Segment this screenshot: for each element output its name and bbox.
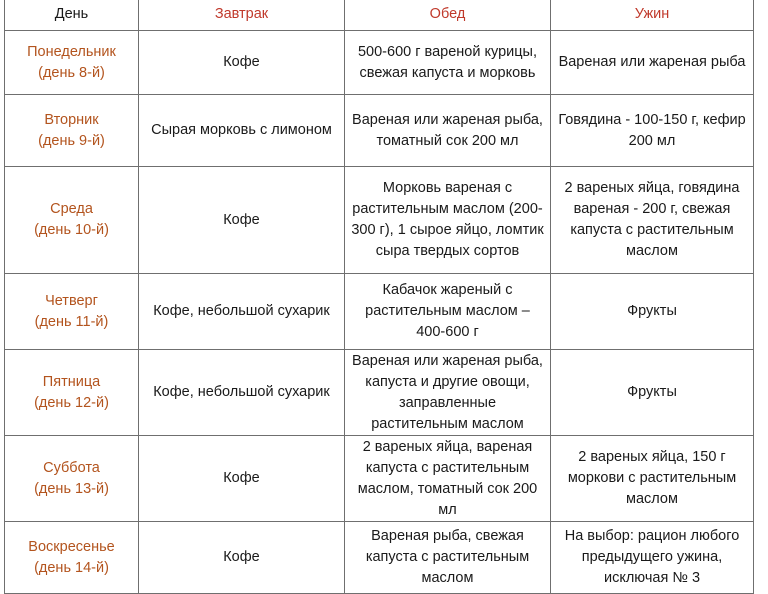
dinner-cell: 2 вареных яйца, говядина вареная - 200 г, свежая капуста с растительным маслом [551, 167, 754, 274]
day-cell [5, 522, 139, 594]
day-cell [5, 31, 139, 95]
lunch-cell: Вареная или жареная рыба, томатный сок 200 мл [345, 95, 551, 167]
dinner-cell: Фрукты [551, 274, 754, 350]
diet-table [4, 0, 754, 594]
day-number: (день 14-й) [34, 559, 109, 576]
header-row [5, 0, 754, 31]
dinner-cell: Говядина - 100-150 г, кефир 200 мл [551, 95, 754, 167]
day-name: Вторник [44, 111, 99, 128]
lunch-cell: Вареная или жареная рыба, капуста и другие овощи, заправленные растительным маслом [345, 350, 551, 436]
day-number: (день 12-й) [34, 394, 109, 411]
day-cell [5, 436, 139, 522]
day-name: Пятница [42, 373, 101, 390]
day-cell [5, 274, 139, 350]
day-cell [5, 95, 139, 167]
lunch-cell: 500-600 г вареной курицы, свежая капуста и морковь [345, 31, 551, 95]
day-name: Среда [50, 201, 93, 217]
day-number: (день 9-й) [38, 132, 105, 149]
dinner-cell: Вареная или жареная рыба [551, 31, 754, 95]
breakfast-cell: Кофе [139, 167, 345, 274]
breakfast-cell: Кофе, небольшой сухарик [139, 274, 345, 350]
day-cell [5, 167, 139, 274]
header-dinner: Ужин [551, 0, 754, 31]
table-row [5, 436, 754, 522]
lunch-cell: Морковь вареная с растительным маслом (200-300 г), 1 сырое яйцо, ломтик сыра твердых сортов [345, 167, 551, 274]
day-name: Понедельник [27, 43, 116, 60]
table-row [5, 31, 754, 95]
header-lunch: Обед [345, 0, 551, 31]
header-day: День [5, 0, 139, 31]
lunch-cell: Кабачок жареный с растительным маслом – 400-600 г [345, 274, 551, 350]
table-row [5, 522, 754, 594]
day-number: (день 11-й) [34, 313, 109, 330]
breakfast-cell: Кофе [139, 522, 345, 594]
header-breakfast: Завтрак [139, 0, 345, 31]
dinner-cell: На выбор: рацион любого предыдущего ужина, исключая № 3 [551, 522, 754, 594]
day-number: (день 8-й) [38, 64, 105, 81]
table-row [5, 167, 754, 274]
lunch-cell: Вареная рыба, свежая капуста с растительным маслом [345, 522, 551, 594]
lunch-cell: 2 вареных яйца, вареная капуста с растительным маслом, томатный сок 200 мл [345, 436, 551, 522]
table-row [5, 350, 754, 436]
table-row [5, 95, 754, 167]
day-name: Четверг [45, 292, 98, 309]
day-number: (день 13-й) [34, 480, 109, 497]
table-row [5, 274, 754, 350]
dinner-cell: 2 вареных яйца, 150 г моркови с растительным маслом [551, 436, 754, 522]
breakfast-cell: Кофе, небольшой сухарик [139, 350, 345, 436]
day-number: (день 10-й) [34, 222, 109, 238]
day-name: Суббота [43, 459, 100, 476]
breakfast-cell: Кофе [139, 31, 345, 95]
day-cell [5, 350, 139, 436]
breakfast-cell: Сырая морковь с лимоном [139, 95, 345, 167]
day-name: Воскресенье [28, 538, 115, 555]
dinner-cell: Фрукты [551, 350, 754, 436]
breakfast-cell: Кофе [139, 436, 345, 522]
